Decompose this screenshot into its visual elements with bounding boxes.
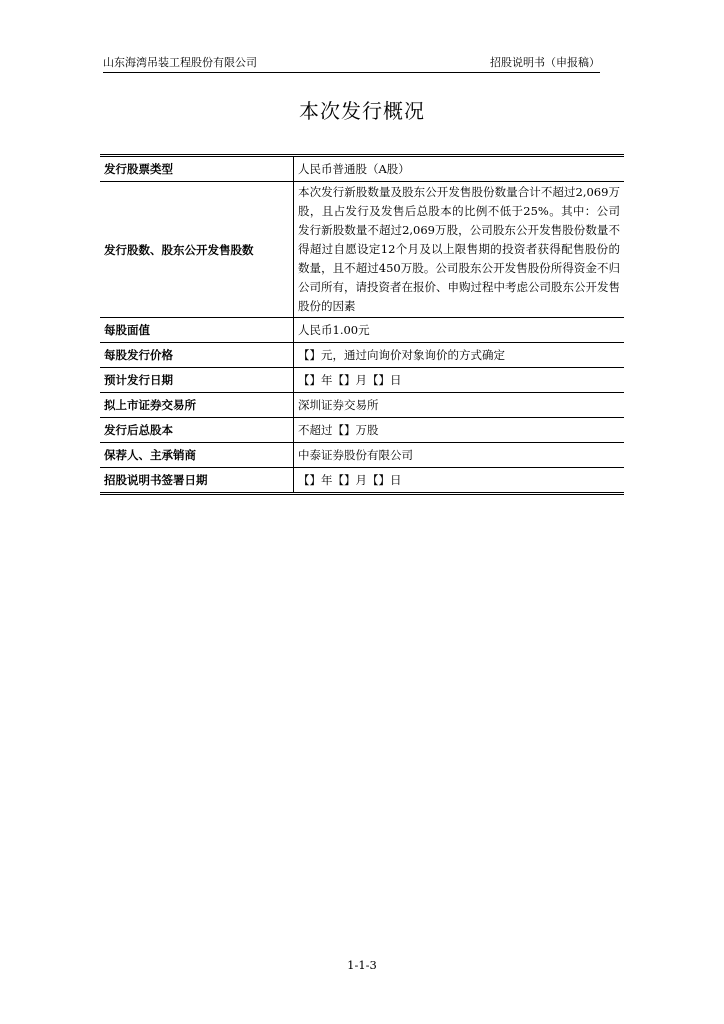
header-document-type: 招股说明书（申报稿） — [490, 56, 600, 69]
row-label: 每股发行价格 — [100, 343, 294, 368]
row-value: 【】元，通过向询价对象询价的方式确定 — [294, 343, 625, 368]
page-header — [103, 54, 600, 72]
row-value: 人民币普通股（A股） — [298, 161, 410, 176]
page-title: 本次发行概况 — [299, 99, 425, 123]
header-divider — [103, 72, 600, 73]
row-label: 发行股数、股东公开发售股数 — [100, 182, 294, 318]
row-value: 深圳证券交易所 — [294, 393, 625, 418]
table-row — [100, 443, 624, 468]
row-value: 【】年【】月【】日 — [294, 468, 625, 494]
table-row — [100, 368, 624, 393]
row-label: 预计发行日期 — [100, 368, 294, 393]
header-company-name: 山东海湾吊装工程股份有限公司 — [103, 56, 257, 69]
table-row — [100, 318, 624, 343]
row-value: 本次发行新股数量及股东公开发售股份数量合计不超过2,069万股，且占发行及发售后总股本的比例不低于25%。其中：公司发行新股数量不超过2,069万股，公司股东公开发售股份数量不得超过自愿设定12个月及以上限售期的投资者获得配售股份的数量，且不超过450万股。公司股东公开发售股份所得资金不归公司所有，请投资者在报价、申购过程中考虑公司股东公开发售股份的因素 — [294, 182, 625, 318]
table-row — [100, 156, 624, 182]
row-label: 每股面值 — [100, 318, 294, 343]
table-row — [100, 468, 624, 494]
offering-summary-table — [100, 154, 624, 495]
row-label: 发行股票类型 — [100, 156, 294, 182]
row-value: 人民币1.00元 — [294, 318, 625, 343]
table-row — [100, 343, 624, 368]
page-number: 1-1-3 — [347, 958, 377, 972]
row-label: 拟上市证券交易所 — [100, 393, 294, 418]
row-value: 【】年【】月【】日 — [294, 368, 625, 393]
row-label: 保荐人、主承销商 — [100, 443, 294, 468]
table-row — [100, 182, 624, 318]
row-value: 不超过【】万股 — [294, 418, 625, 443]
table-row — [100, 393, 624, 418]
table-row — [100, 418, 624, 443]
row-label: 发行后总股本 — [100, 418, 294, 443]
row-value: 中泰证券股份有限公司 — [294, 443, 625, 468]
row-label: 招股说明书签署日期 — [100, 468, 294, 494]
